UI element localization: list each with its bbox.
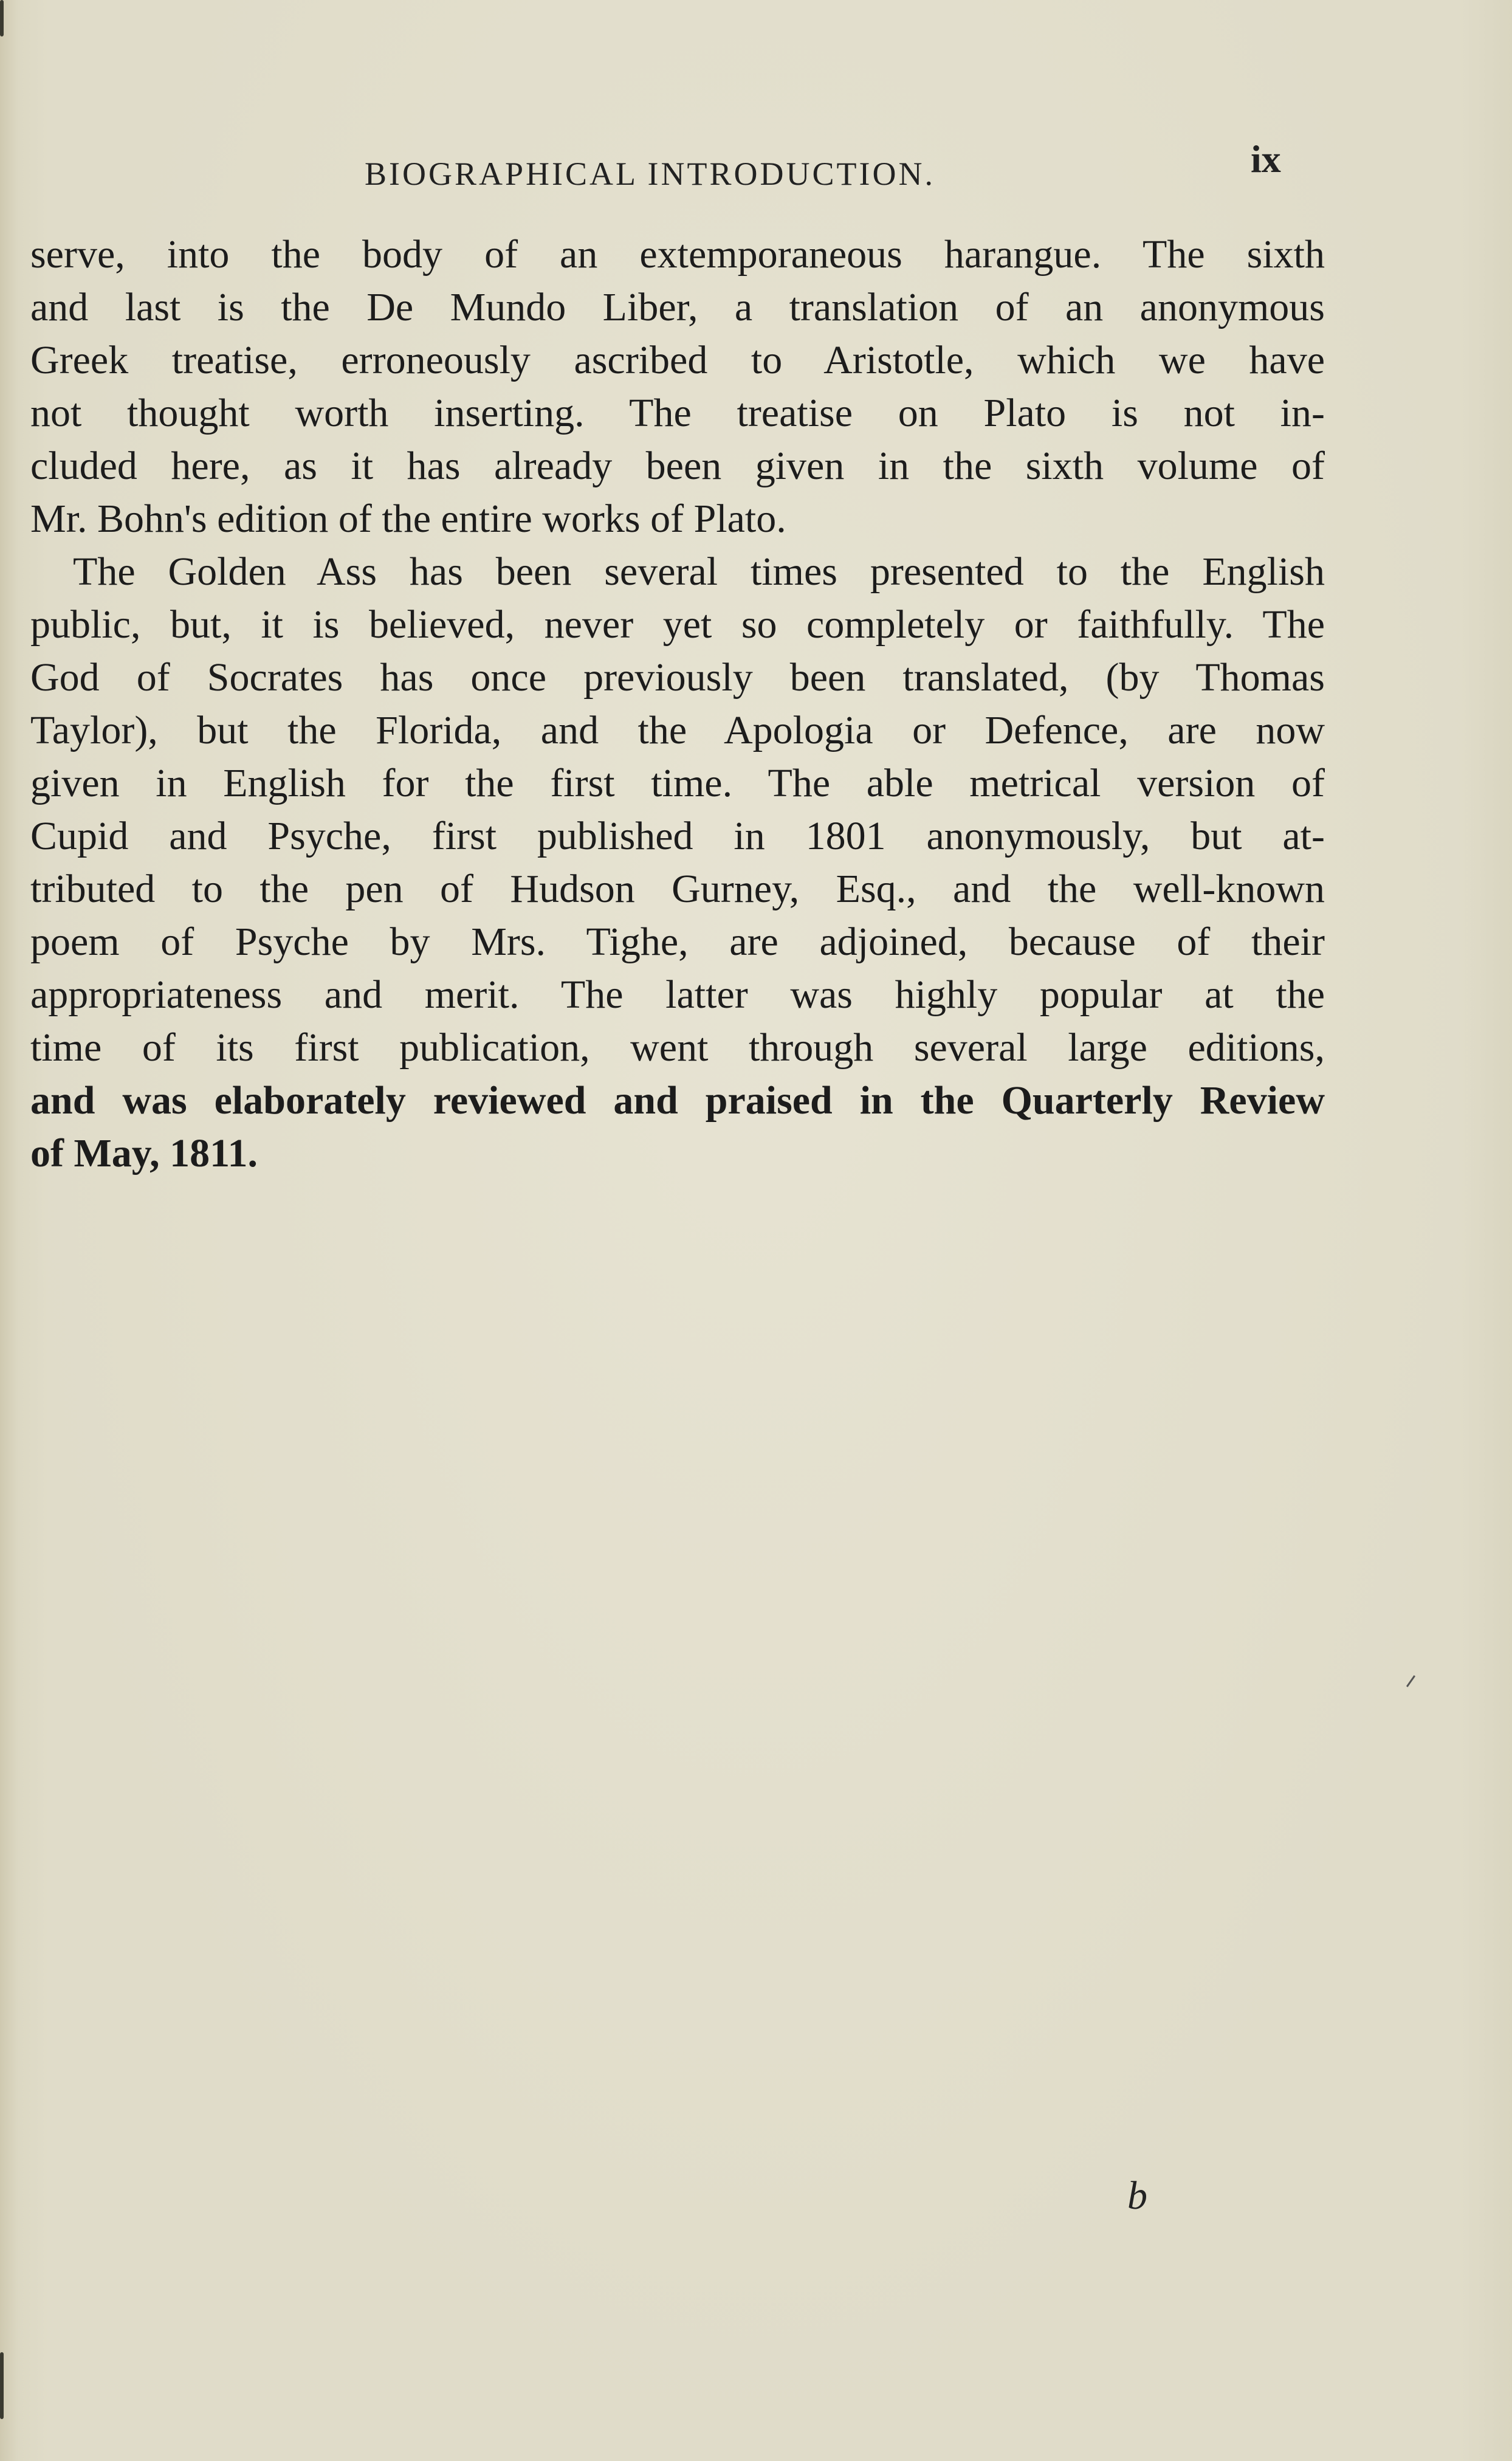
- text-line: Cupid and Psyche, first published in 1801 anonymously, but at-: [30, 814, 1325, 858]
- text-line: The Golden Ass has been several times presented to the English: [73, 549, 1325, 594]
- page-edge-mark: [0, 0, 4, 36]
- text-line: time of its first publication, went through several large editions,: [30, 1025, 1325, 1070]
- text-line: not thought worth inserting. The treatise on Plato is not in-: [30, 391, 1325, 435]
- text-line: Greek treatise, erroneously ascribed to Aristotle, which we have: [30, 338, 1325, 382]
- text-line: serve, into the body of an extemporaneous harangue. The sixth: [30, 232, 1325, 277]
- text-line: given in English for the first time. The able metrical version of: [30, 761, 1325, 805]
- text-line: tributed to the pen of Hudson Gurney, Esq., and the well-known: [30, 867, 1325, 911]
- text-line: poem of Psyche by Mrs. Tighe, are adjoined, because of their: [30, 920, 1325, 964]
- page-number: ix: [1251, 137, 1281, 181]
- body-text: [30, 228, 1325, 1180]
- text-line: God of Socrates has once previously been translated, (by Thomas: [30, 655, 1325, 700]
- text-line: and was elaborately reviewed and praised in the Quarterly Review: [30, 1078, 1325, 1123]
- text-line: Taylor), but the Florida, and the Apologia or Defence, are now: [30, 708, 1325, 752]
- text-line: public, but, it is believed, never yet so completely or faithfully. The: [30, 602, 1325, 647]
- text-line: Mr. Bohn's edition of the entire works of Plato.: [30, 497, 786, 541]
- running-head: BIOGRAPHICAL INTRODUCTION.: [365, 156, 935, 192]
- text-line: appropriateness and merit. The latter was highly popular at the: [30, 972, 1325, 1017]
- text-line: and last is the De Mundo Liber, a translation of an anonymous: [30, 285, 1325, 329]
- text-line: of May, 1811.: [30, 1131, 258, 1175]
- page-edge-mark: [0, 2352, 4, 2419]
- paper-blemish: [1406, 1675, 1415, 1687]
- signature-mark: b: [1127, 2174, 1147, 2218]
- text-line: cluded here, as it has already been given in the sixth volume of: [30, 444, 1325, 488]
